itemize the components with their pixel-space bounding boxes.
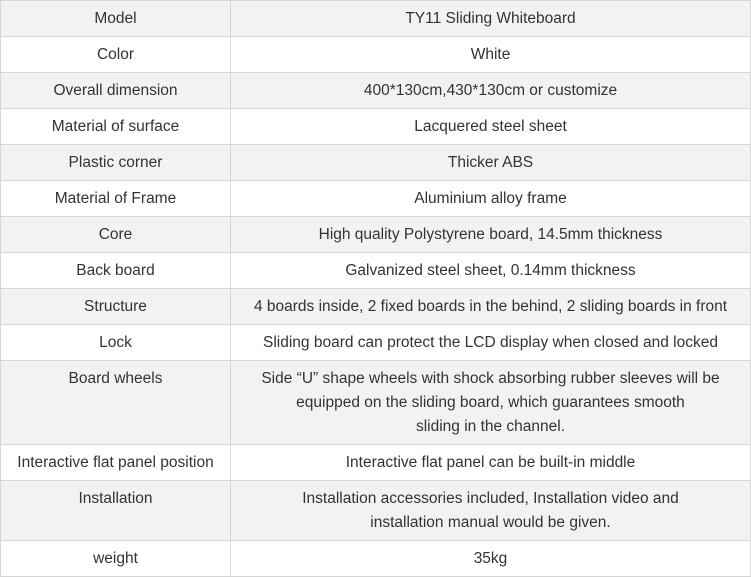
row-label: weight <box>1 541 231 577</box>
row-value <box>231 541 751 577</box>
row-label: Material of Frame <box>1 181 231 217</box>
row-label: Plastic corner <box>1 145 231 181</box>
table-row-weight <box>1 541 751 577</box>
table-row-installation <box>1 481 751 541</box>
value-line: White <box>470 46 511 63</box>
row-value <box>231 253 751 289</box>
value-line: High quality Polystyrene board, 14.5mm thickness <box>318 226 663 243</box>
value-line: equipped on the sliding board, which guarantees smooth <box>296 394 685 411</box>
row-value <box>231 445 751 481</box>
row-value <box>231 289 751 325</box>
row-label: Structure <box>1 289 231 325</box>
row-value <box>231 37 751 73</box>
value-line: Sliding board can protect the LCD display when closed and locked <box>263 334 718 351</box>
row-label: Core <box>1 217 231 253</box>
table-row-plastic-corner <box>1 145 751 181</box>
table-row-board-wheels <box>1 361 751 445</box>
row-value <box>231 1 751 37</box>
table-row-color <box>1 37 751 73</box>
row-label: Lock <box>1 325 231 361</box>
table-row-structure <box>1 289 751 325</box>
row-value <box>231 73 751 109</box>
row-label: Interactive flat panel position <box>1 445 231 481</box>
value-line: Installation accessories included, Installation video and <box>302 490 679 507</box>
row-value <box>231 181 751 217</box>
table-row-lock <box>1 325 751 361</box>
row-value <box>231 325 751 361</box>
value-line: 35kg <box>473 550 508 567</box>
row-value <box>231 217 751 253</box>
value-line: 400*130cm,430*130cm or customize <box>363 82 618 99</box>
row-label: Back board <box>1 253 231 289</box>
row-value <box>231 361 751 445</box>
value-line: TY11 Sliding Whiteboard <box>405 10 576 27</box>
value-line: Thicker ABS <box>447 154 534 171</box>
value-line: installation manual would be given. <box>370 514 611 531</box>
row-value <box>231 145 751 181</box>
table-row-material-of-frame <box>1 181 751 217</box>
value-line: Lacquered steel sheet <box>414 118 567 135</box>
value-line: Side “U” shape wheels with shock absorbing rubber sleeves will be <box>261 370 720 387</box>
value-line: sliding in the channel. <box>415 418 566 435</box>
row-value <box>231 109 751 145</box>
row-label: Color <box>1 37 231 73</box>
value-line: 4 boards inside, 2 fixed boards in the behind, 2 sliding boards in front <box>253 298 728 315</box>
table-row-model <box>1 1 751 37</box>
table-row-back-board <box>1 253 751 289</box>
value-line: Galvanized steel sheet, 0.14mm thickness <box>345 262 636 279</box>
table-row-overall-dimension <box>1 73 751 109</box>
row-label: Board wheels <box>1 361 231 445</box>
row-label: Installation <box>1 481 231 541</box>
row-label: Material of surface <box>1 109 231 145</box>
row-value <box>231 481 751 541</box>
table-row-core <box>1 217 751 253</box>
row-label: Model <box>1 1 231 37</box>
row-label: Overall dimension <box>1 73 231 109</box>
value-line: Interactive flat panel can be built-in middle <box>345 454 636 471</box>
value-line: Aluminium alloy frame <box>414 190 567 207</box>
table-row-panel-position <box>1 445 751 481</box>
table-row-material-of-surface <box>1 109 751 145</box>
